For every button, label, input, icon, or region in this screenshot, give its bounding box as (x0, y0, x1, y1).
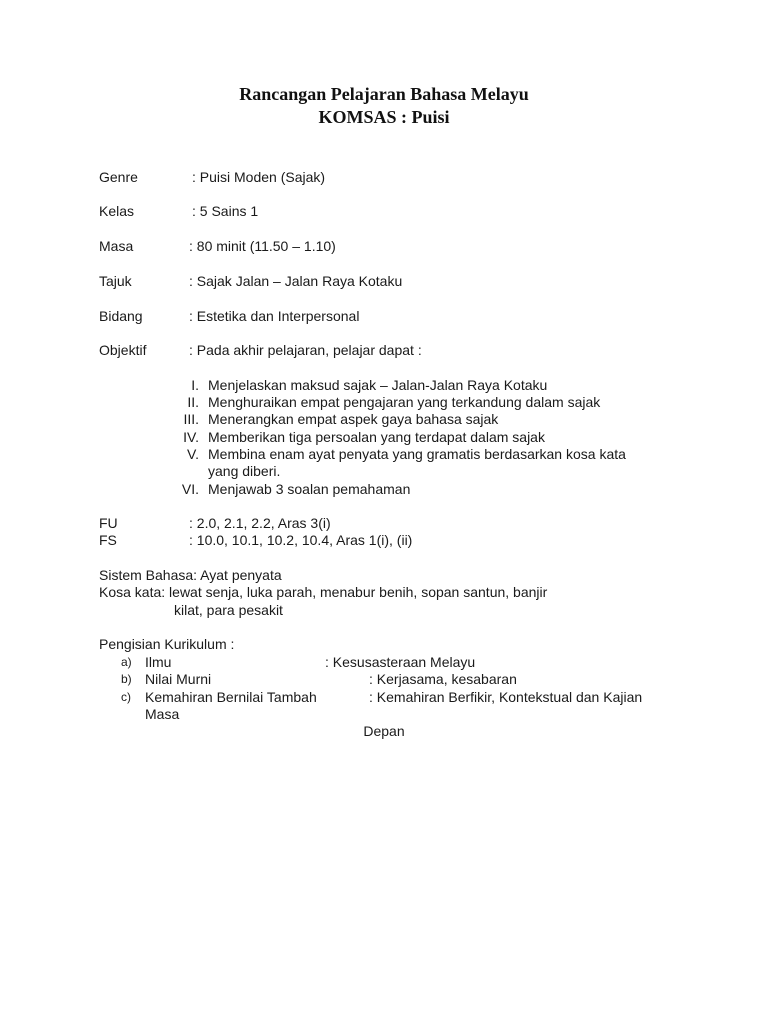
kelas-value: : 5 Sains 1 (192, 203, 259, 219)
item-value-continuation: Masa (145, 706, 180, 722)
item-label: Nilai Murni (145, 671, 212, 687)
item-letter: c) (121, 690, 131, 704)
fu-value: : 2.0, 2.1, 2.2, Aras 3(i) (189, 515, 331, 531)
objective-text: Memberikan tiga persoalan yang terdapat dalam sajak (208, 429, 545, 445)
masa-label: Masa (99, 238, 134, 254)
objective-text: Membina enam ayat penyata yang gramatis berdasarkan kosa kata (208, 446, 626, 462)
objective-number: IV. (183, 429, 199, 445)
objective-text: Menjawab 3 soalan pemahaman (208, 481, 411, 497)
objective-number: V. (187, 446, 199, 462)
pengisian-heading: Pengisian Kurikulum : (99, 636, 235, 652)
item-label: Kemahiran Bernilai Tambah (145, 689, 317, 705)
document-subtitle: KOMSAS : Puisi (318, 107, 450, 127)
objektif-label: Objektif (99, 342, 147, 358)
genre-value: : Puisi Moden (Sajak) (192, 169, 326, 185)
objective-number: II. (187, 394, 199, 410)
fs-label: FS (99, 532, 117, 548)
item-value: : Kerjasama, kesabaran (369, 671, 517, 687)
document-title: Rancangan Pelajaran Bahasa Melayu (239, 84, 529, 104)
fs-value: : 10.0, 10.1, 10.2, 10.4, Aras 1(i), (ii) (189, 532, 413, 548)
fu-label: FU (99, 515, 118, 531)
genre-label: Genre (99, 169, 138, 185)
objective-number: I. (191, 377, 199, 393)
tajuk-label: Tajuk (99, 273, 132, 289)
item-value: : Kesusasteraan Melayu (325, 654, 476, 670)
objective-number: III. (183, 411, 199, 427)
item-letter: b) (121, 672, 132, 686)
objective-text: Menghuraikan empat pengajaran yang terkandung dalam sajak (208, 394, 601, 410)
objective-text: Menerangkan empat aspek gaya bahasa sajak (208, 411, 499, 427)
page-footer: Depan (363, 723, 405, 739)
bidang-label: Bidang (99, 308, 143, 324)
kelas-label: Kelas (99, 203, 135, 219)
masa-value: : 80 minit (11.50 – 1.10) (189, 238, 336, 254)
item-letter: a) (121, 655, 132, 669)
kosa-kata-continuation: kilat, para pesakit (174, 602, 283, 618)
objective-text: Menjelaskan maksud sajak – Jalan-Jalan Raya Kotaku (208, 377, 548, 393)
sistem-bahasa: Sistem Bahasa: Ayat penyata (99, 567, 282, 583)
item-value: : Kemahiran Berfikir, Kontekstual dan Kajian (369, 689, 643, 705)
objektif-value: : Pada akhir pelajaran, pelajar dapat : (189, 342, 422, 358)
bidang-value: : Estetika dan Interpersonal (189, 308, 360, 324)
item-label: Ilmu (145, 654, 172, 670)
objective-number: VI. (181, 481, 199, 497)
tajuk-value: : Sajak Jalan – Jalan Raya Kotaku (189, 273, 403, 289)
objective-text-continuation: yang diberi. (208, 463, 281, 479)
kosa-kata: Kosa kata: lewat senja, luka parah, menabur benih, sopan santun, banjir (99, 584, 548, 600)
